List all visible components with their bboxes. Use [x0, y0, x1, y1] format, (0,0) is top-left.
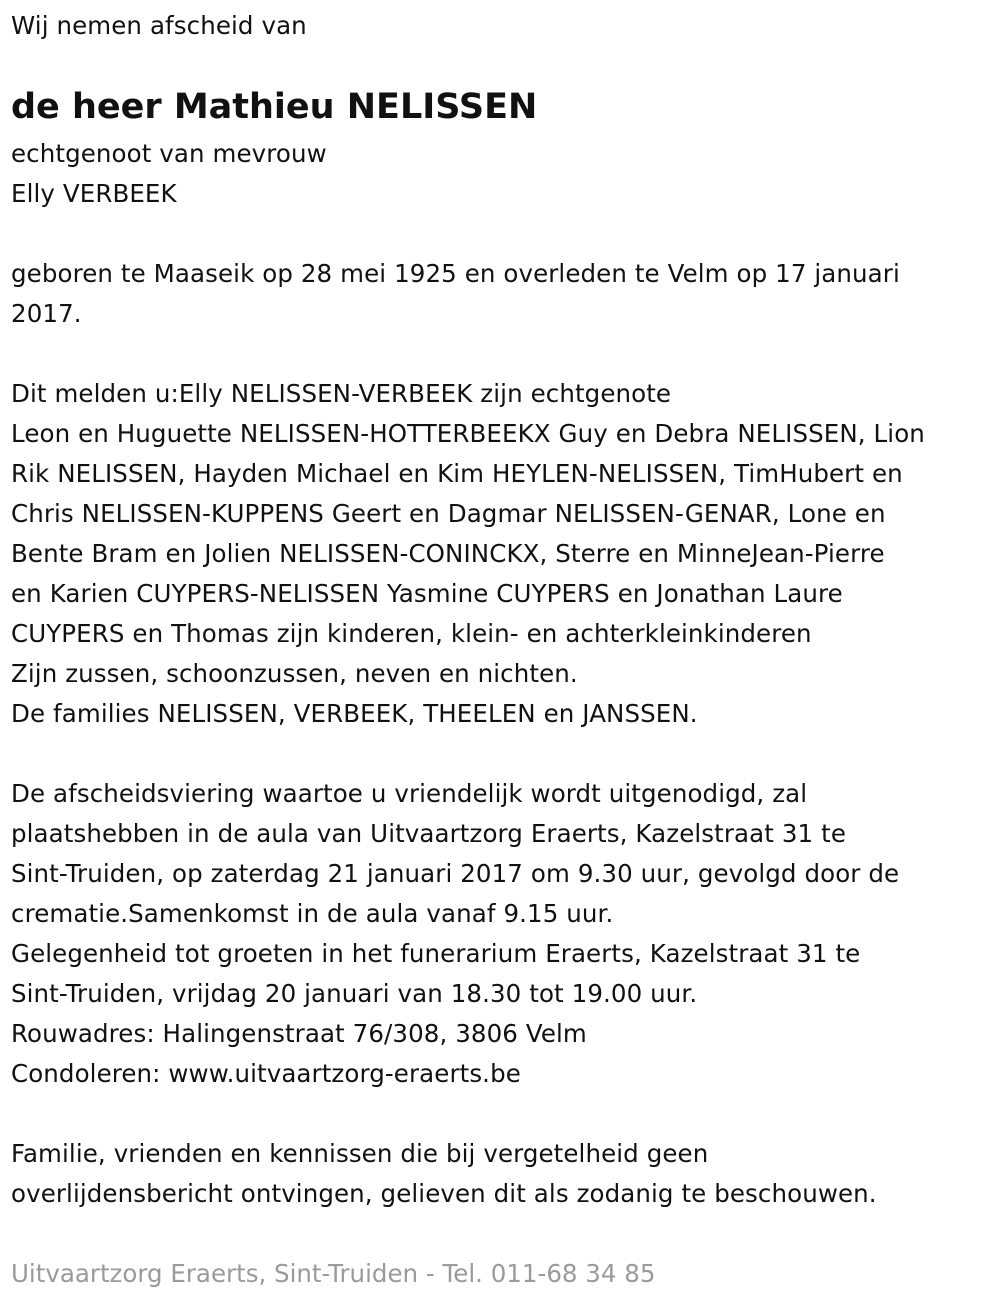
service-block: [11, 774, 899, 1094]
family-line: Leon en Huguette NELISSEN-HOTTERBEEKX Guy en Debra NELISSEN, Lion: [11, 419, 925, 448]
birth-death-block: [11, 254, 900, 334]
mourning-address: Rouwadres: Halingenstraat 76/308, 3806 Velm: [11, 1019, 587, 1048]
spouse-line: echtgenoot van mevrouw: [11, 139, 327, 168]
family-line: en Karien CUYPERS-NELISSEN Yasmine CUYPERS en Jonathan Laure: [11, 579, 843, 608]
spouse-line: Elly VERBEEK: [11, 179, 177, 208]
service-line: De afscheidsviering waartoe u vriendelijk wordt uitgenodigd, zal: [11, 779, 808, 808]
condolence-link: Condoleren: www.uitvaartzorg-eraerts.be: [11, 1059, 521, 1088]
family-line: Zijn zussen, schoonzussen, neven en nichten.: [11, 659, 578, 688]
funeral-home-footer: Uitvaartzorg Eraerts, Sint-Truiden - Tel. 011-68 34 85: [11, 1259, 656, 1288]
family-line: De families NELISSEN, VERBEEK, THEELEN en JANSSEN.: [11, 699, 698, 728]
notice-block: [11, 1134, 877, 1214]
birth-death-line: 2017.: [11, 299, 82, 328]
service-line: Gelegenheid tot groeten in het funerarium Eraerts, Kazelstraat 31 te: [11, 939, 861, 968]
birth-death-line: geboren te Maaseik op 28 mei 1925 en overleden te Velm op 17 januari: [11, 259, 900, 288]
deceased-name: de heer Mathieu NELISSEN: [11, 87, 538, 127]
family-line: Chris NELISSEN-KUPPENS Geert en Dagmar NELISSEN-GENAR, Lone en: [11, 499, 886, 528]
family-line: Dit melden u:Elly NELISSEN-VERBEEK zijn echtgenote: [11, 379, 672, 408]
family-line: Bente Bram en Jolien NELISSEN-CONINCKX, Sterre en MinneJean-Pierre: [11, 539, 885, 568]
notice-line: Familie, vrienden en kennissen die bij vergetelheid geen: [11, 1139, 709, 1168]
family-line: CUYPERS en Thomas zijn kinderen, klein- en achterkleinkinderen: [11, 619, 812, 648]
service-line: plaatshebben in de aula van Uitvaartzorg Eraerts, Kazelstraat 31 te: [11, 819, 846, 848]
service-line: Sint-Truiden, vrijdag 20 januari van 18.30 tot 19.00 uur.: [11, 979, 698, 1008]
family-line: Rik NELISSEN, Hayden Michael en Kim HEYLEN-NELISSEN, TimHubert en: [11, 459, 903, 488]
spouse-block: [11, 134, 327, 214]
notice-line: overlijdensbericht ontvingen, gelieven dit als zodanig te beschouwen.: [11, 1179, 877, 1208]
intro-text: Wij nemen afscheid van: [11, 11, 307, 40]
family-block: [11, 374, 925, 734]
service-line: Sint-Truiden, op zaterdag 21 januari 2017 om 9.30 uur, gevolgd door de: [11, 859, 900, 888]
service-line: crematie.Samenkomst in de aula vanaf 9.15 uur.: [11, 899, 614, 928]
